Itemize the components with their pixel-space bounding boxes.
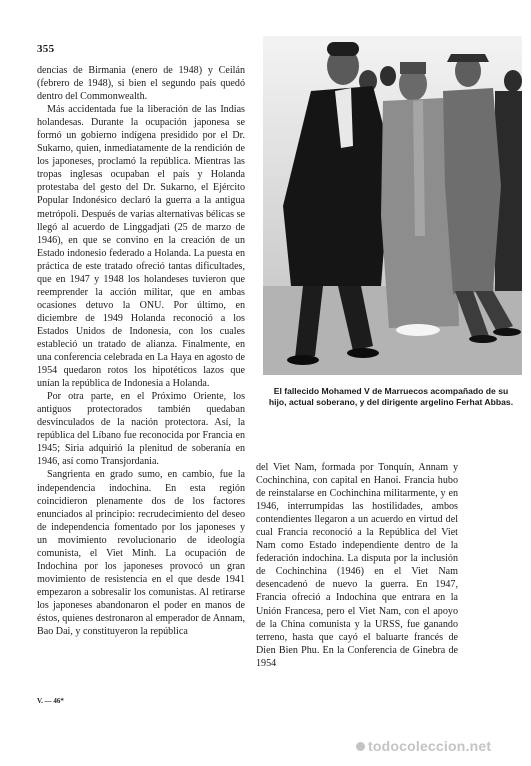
paragraph: del Viet Nam, formada por Tonquín, Annam y Cochinchina, con capital en Hanoi. Francia hubo de reinstalarse en Cochinchina militarmente, y en 1946, interrumpidas las hostilidades, ambos contendientes llegaron a un acuerdo en virtud del cual Francia reconoció a la República del Viet Nam como Estado independiente dentro de la federación indochina. La disputa por la inclusión de Cochinchina (1946) en el Viet Nam desencadenó de nuevo la guerra. En 1947, Francia ofreció a Indochina que entrara en la Unión Francesa, pero el Viet Nam, con el apoyo de la China comunista y la URSS, fue ganando terreno, hasta que cayó el baluarte francés de Dien Bien Phu. En la Conferencia de Ginebra de 1954 — [256, 462, 458, 669]
watermark-text: todocoleccion.net — [368, 738, 492, 754]
paragraph: Por otra parte, en el Próximo Oriente, los antiguos protectorados también quedaban desvinculados de la nación protectora. Así, la república del Líbano fue reconocida por Francia en 1945; Siria adquirió la plenitud de soberanía en 1946, así como Transjordania. — [37, 391, 245, 468]
photo-caption: El fallecido Mohamed V de Marruecos acompañado de su hijo, actual soberano, y del dirigente argelino Ferhat Abbas. — [268, 386, 514, 407]
watermark — [356, 738, 491, 754]
right-text-column — [256, 461, 458, 670]
page-number: 355 — [37, 43, 55, 55]
left-text-column — [37, 64, 245, 638]
paragraph: Más accidentada fue la liberación de las Indias holandesas. Durante la ocupación japonesa se formó un gobierno indígena presidido por el Dr. Sukarno, quien, inmediatamente de la rendición de los japoneses, proclamó la república. Mientras las tropas inglesas ocupaban el país y Holanda protestaba del gesto del Dr. Sukarno, el Ejército Popular Indonésico declaró la guerra a la antigua metrópoli. Después de varias alternativas bélicas se llegó al acuerdo de Linggadjati (25 de marzo de 1946), en que se convino en la creación de un Estado indonesio federado a Holanda. La puesta en práctica de este tratado ofreció tantas dificultades, que en 1947 y 1948 los holandeses tuvieron que reemprender la acción militar, que en ambas ocasiones detuvo la ONU. Por último, en diciembre de 1949 Holanda reconoció a los Estados Unidos de Indonesia, con los cuales estableció un tratado de alianza. Finalmente, en una conferencia celebrada en La Haya en agosto de 1954 quedaron rotos los hipotéticos lazos que unían la república de Indonesia a Holanda. — [37, 104, 245, 390]
watermark-logo-icon — [356, 742, 365, 751]
paragraph: Sangrienta en grado sumo, en cambio, fue la independencia indochina. En esta región coincidieron plenamente dos de los factores enunciados al principio: recrudecimiento del deseo de independencia fomentado por los japoneses y un movimiento revolucionario de ideología comunista, el Viet Minh. La ocupación de Indochina por los japoneses provocó un gran movimiento de resistencia en el que desde 1941 empezaron a sobresalir los comunistas. Al retirarse los japoneses abandonaron el poder en manos de éstos, quienes destronaron al emperador de Annam, Bao Dai, y constituyeron la república — [37, 469, 245, 638]
historical-photograph — [263, 36, 522, 375]
photo-illustration — [263, 36, 522, 375]
signature-mark: V. — 46* — [37, 697, 64, 705]
paragraph: dencias de Birmania (enero de 1948) y Ceilán (febrero de 1948), si bien el segundo país quedó dentro del Commonwealth. — [37, 65, 245, 103]
